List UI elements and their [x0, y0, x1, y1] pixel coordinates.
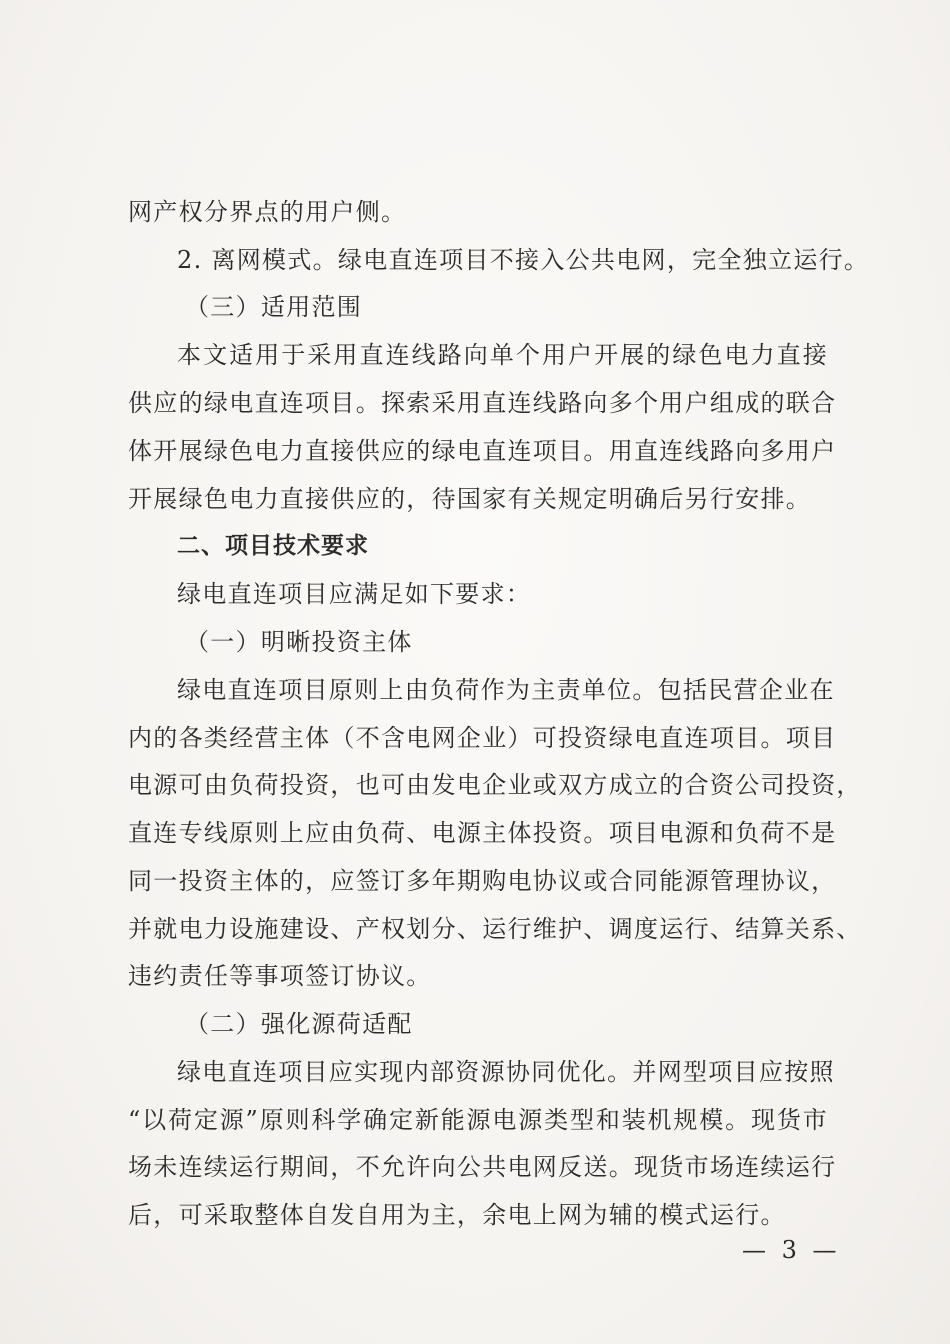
section-subheading: （二）强化源荷适配: [185, 1010, 413, 1038]
paragraph-line: 2. 离网模式。绿电直连项目不接入公共电网，完全独立运行。: [177, 246, 870, 274]
paragraph-line: 绿电直连项目应实现内部资源协同优化。并网型项目应按照: [177, 1058, 835, 1086]
paragraph-line: 绿电直连项目原则上由负荷作为主责单位。包括民营企业在: [177, 676, 835, 704]
paragraph-line: 网产权分界点的用户侧。: [128, 198, 407, 226]
paragraph-line: 绿电直连项目应满足如下要求：: [177, 580, 532, 608]
paragraph-line: 同一投资主体的，应签订多年期购电协议或合同能源管理协议，: [128, 867, 837, 895]
paragraph-line: 直连专线原则上应由负荷、电源主体投资。项目电源和负荷不是: [128, 819, 837, 847]
paragraph-line: 场未连续运行期间，不允许向公共电网反送。现货市场连续运行: [128, 1153, 837, 1181]
section-subheading: （三）适用范围: [185, 293, 363, 321]
section-subheading: （一）明晰投资主体: [185, 628, 413, 656]
section-heading: 二、项目技术要求: [177, 533, 369, 559]
paragraph-line: 违约责任等事项签订协议。: [128, 962, 432, 990]
paragraph-line: 体开展绿色电力直接供应的绿电直连项目。用直连线路向多用户: [128, 437, 837, 465]
paragraph-line: “以荷定源”原则科学确定新能源电源类型和装机规模。现货市: [128, 1106, 828, 1134]
paragraph-line: 并就电力设施建设、产权划分、运行维护、调度运行、结算关系、: [128, 915, 862, 943]
paragraph-line: 内的各类经营主体（不含电网企业）可投资绿电直连项目。项目: [128, 724, 837, 752]
paragraph-line: 本文适用于采用直连线路向单个用户开展的绿色电力直接: [177, 341, 828, 369]
paragraph-line: 电源可由负荷投资，也可由发电企业或双方成立的合资公司投资，: [128, 771, 862, 799]
paragraph-line: 后，可采取整体自发自用为主，余电上网为辅的模式运行。: [128, 1201, 786, 1229]
page-number: — 3 —: [742, 1236, 841, 1264]
paragraph-line: 供应的绿电直连项目。探索采用直连线路向多个用户组成的联合: [128, 389, 837, 417]
paragraph-line: 开展绿色电力直接供应的，待国家有关规定明确后另行安排。: [128, 485, 812, 513]
